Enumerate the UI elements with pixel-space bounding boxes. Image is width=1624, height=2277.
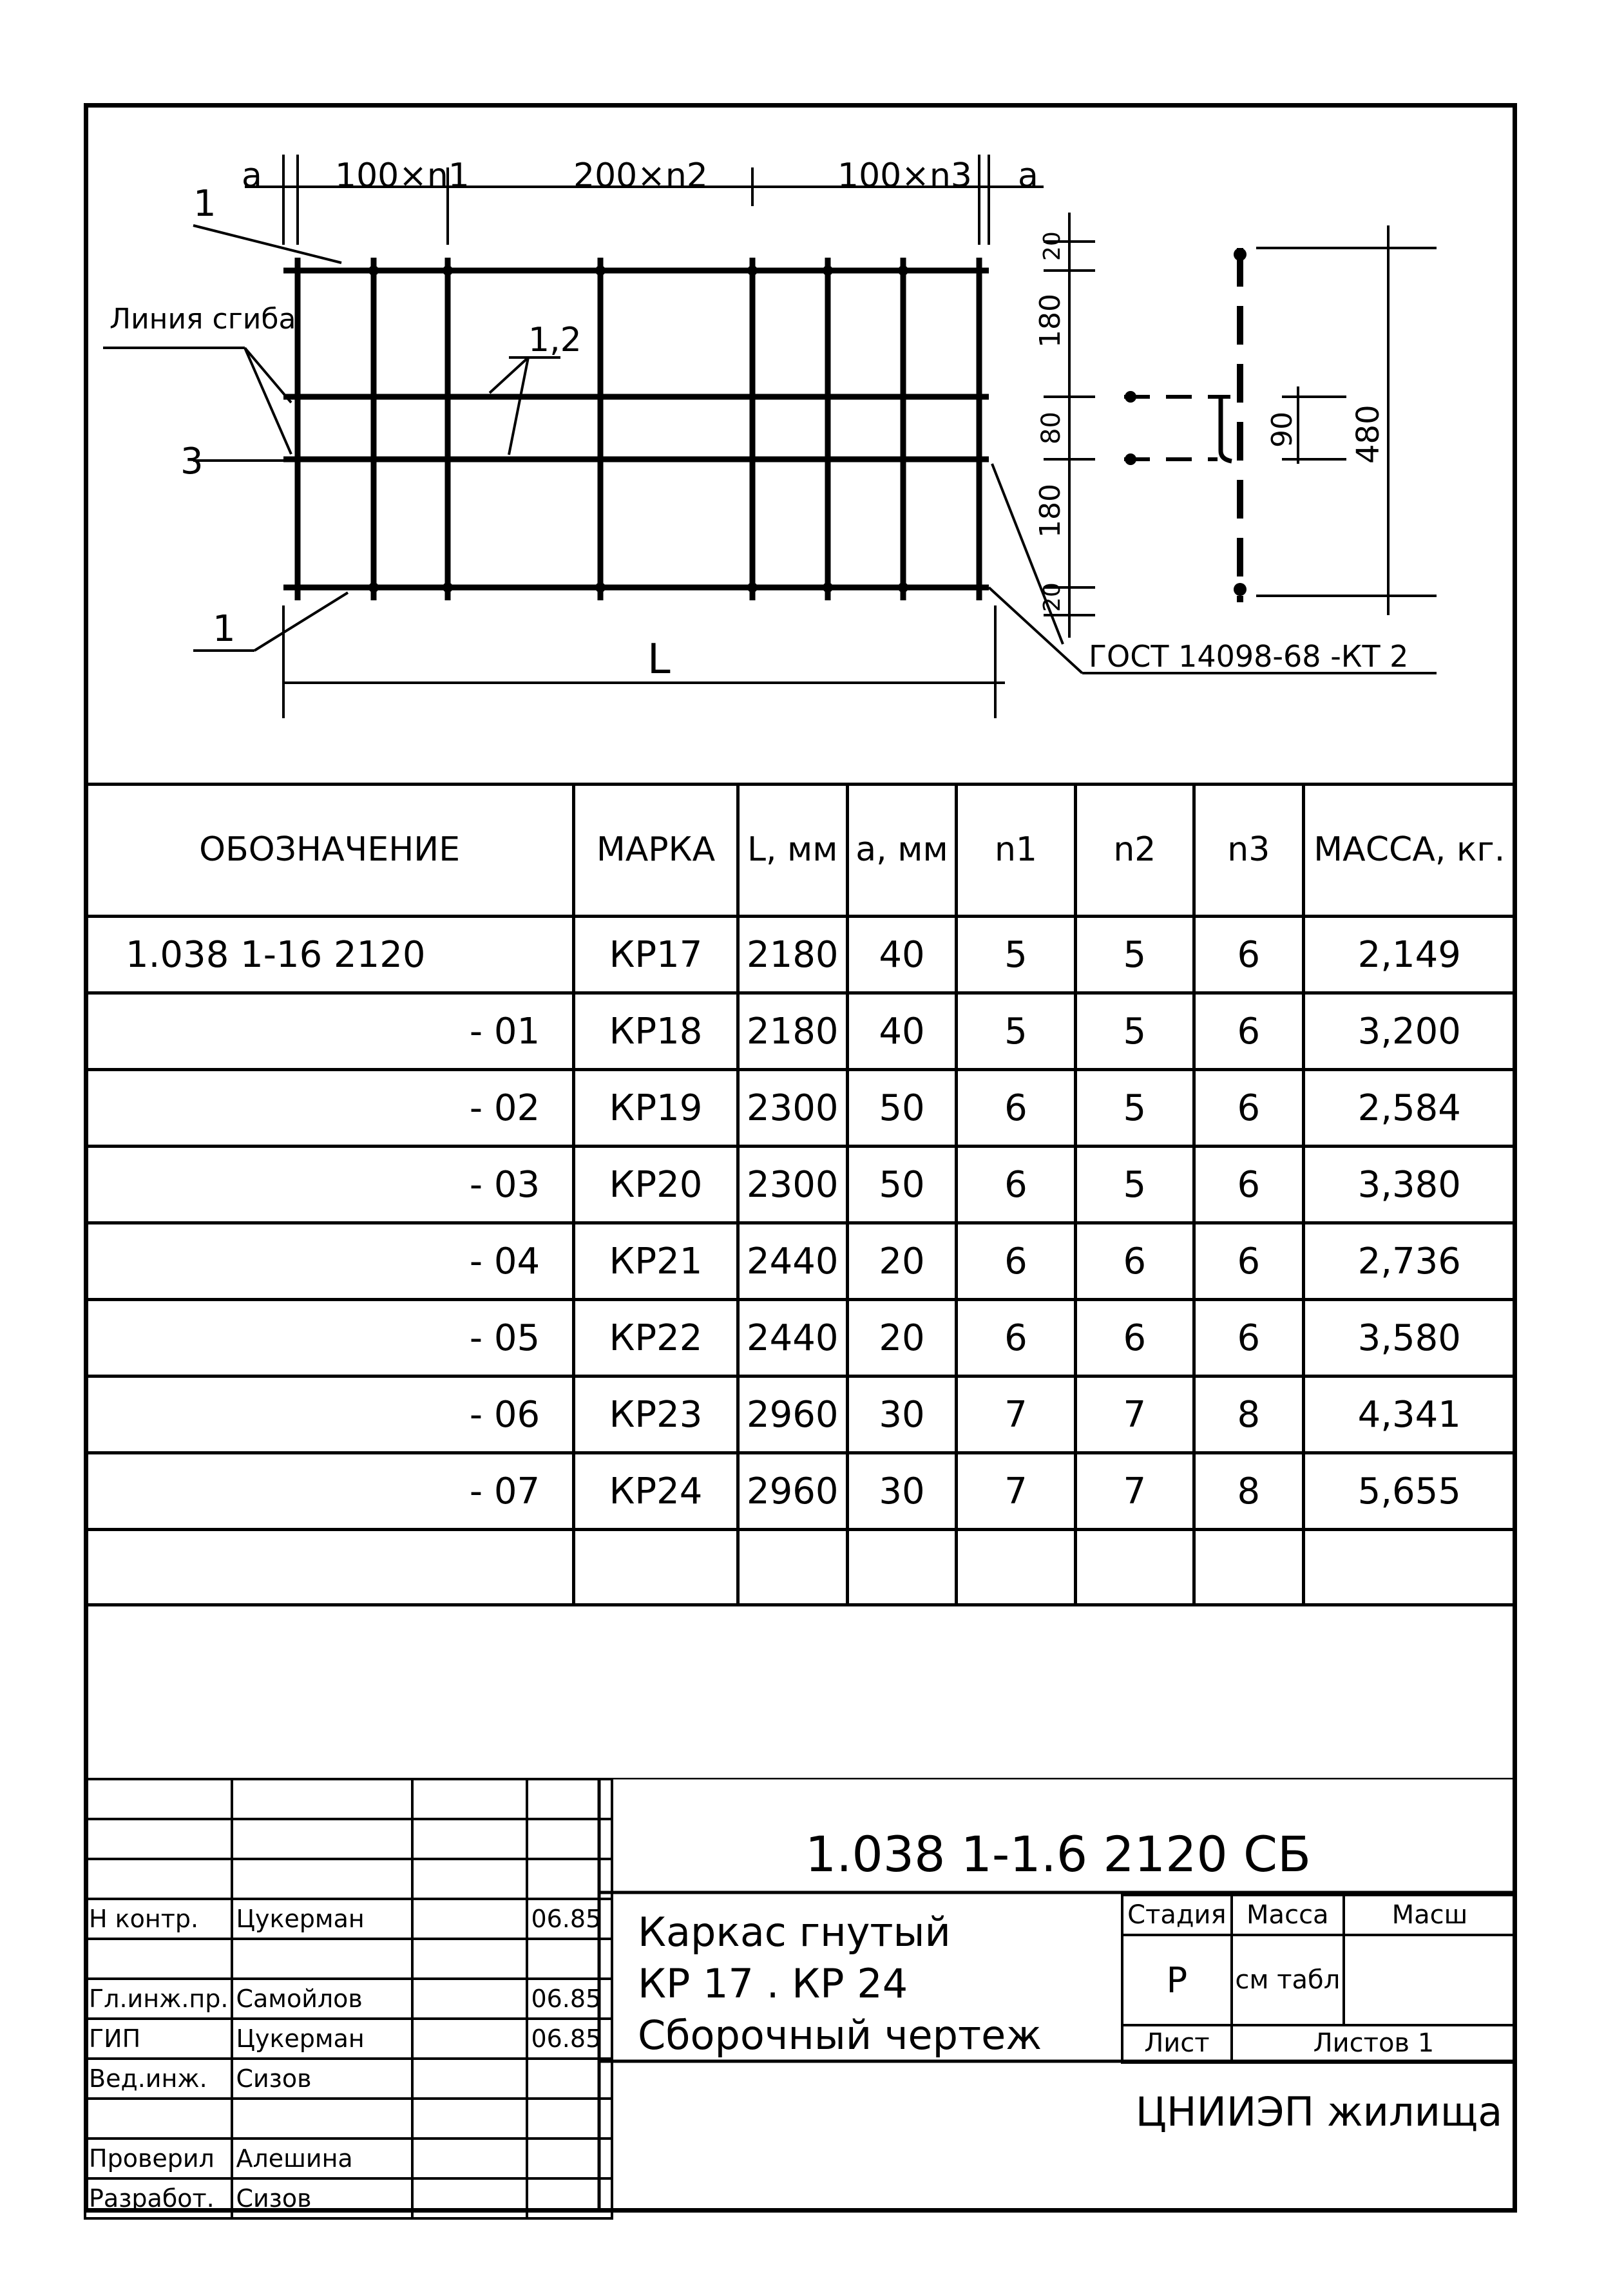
- cell-n3: 6: [1194, 993, 1303, 1070]
- signature-table: [84, 1778, 613, 2220]
- sig-name: Сизов: [232, 2059, 412, 2099]
- title-line-3: Сборочный чертеж: [638, 2012, 1042, 2059]
- table-row: [86, 1453, 1516, 1530]
- cell-mark: КР23: [574, 1377, 738, 1453]
- cell-mark: КР22: [574, 1300, 738, 1377]
- dim-480: 480: [1350, 405, 1386, 464]
- sig-date: [527, 2139, 612, 2178]
- col-mass: МАССА, кг.: [1303, 785, 1515, 917]
- cell-mark: КР20: [574, 1147, 738, 1223]
- cell-n1: 7: [957, 1377, 1075, 1453]
- sig-signature: [412, 2019, 527, 2059]
- cell-a: 40: [847, 917, 957, 993]
- cell-length: 2960: [738, 1453, 847, 1530]
- cell-n3: 6: [1194, 1300, 1303, 1377]
- signature-row: [85, 2059, 612, 2099]
- col-n3: n3: [1194, 785, 1303, 917]
- stage-value: Р: [1122, 1935, 1232, 2025]
- callout-3: 3: [180, 441, 204, 482]
- frame-drawing: [0, 0, 1624, 783]
- cell-n2: 5: [1075, 993, 1194, 1070]
- cell-n3: 6: [1194, 917, 1303, 993]
- title-line-1: Каркас гнутый: [638, 1909, 951, 1956]
- cell-n2: 5: [1075, 1070, 1194, 1147]
- cell-a: 20: [847, 1223, 957, 1300]
- col-designation: ОБОЗНАЧЕНИЕ: [86, 785, 574, 917]
- cell-n3: 8: [1194, 1377, 1303, 1453]
- cell-n2: 7: [1075, 1377, 1194, 1453]
- cell-mass: 2,736: [1303, 1223, 1515, 1300]
- sig-date: 06.85: [527, 2019, 612, 2059]
- organization-name: ЦНИИЭП жилища: [1121, 2061, 1517, 2160]
- col-n2: n2: [1075, 785, 1194, 917]
- cell-n2: 5: [1075, 1147, 1194, 1223]
- cell-a: 40: [847, 993, 957, 1070]
- signature-row: [85, 1899, 612, 1939]
- dim-180-top: 180: [1034, 294, 1067, 348]
- cell-mass: 4,341: [1303, 1377, 1515, 1453]
- cell-designation: - 05: [86, 1300, 574, 1377]
- sig-date: [527, 2059, 612, 2099]
- cell-n2: 5: [1075, 917, 1194, 993]
- cell-length: 2440: [738, 1300, 847, 1377]
- cell-n1: 5: [957, 993, 1075, 1070]
- dim-a-left: a: [242, 157, 262, 195]
- col-a: a, мм: [847, 785, 957, 917]
- title-block: [84, 1778, 1517, 2213]
- cell-designation: - 01: [86, 993, 574, 1070]
- sheet-label: Лист: [1122, 2025, 1232, 2061]
- sig-role: Разработ.: [85, 2178, 232, 2218]
- signature-row: [85, 1979, 612, 2019]
- dim-20-top: 20: [1039, 231, 1065, 261]
- sig-signature: [412, 1979, 527, 2019]
- cell-n3: 6: [1194, 1147, 1303, 1223]
- mass-label: Масса: [1232, 1895, 1344, 1935]
- sig-signature: [412, 2059, 527, 2099]
- signature-row: [85, 2019, 612, 2059]
- signature-row: [85, 2178, 612, 2218]
- table-row: [86, 917, 1516, 993]
- dim-n1: 100×n1: [335, 157, 470, 195]
- cell-n1: 6: [957, 1147, 1075, 1223]
- callout-1-top: 1: [193, 183, 216, 225]
- dim-80: 80: [1036, 412, 1066, 444]
- cell-designation: - 06: [86, 1377, 574, 1453]
- cell-a: 50: [847, 1147, 957, 1223]
- sig-date: 06.85: [527, 1899, 612, 1939]
- table-row: [86, 1147, 1516, 1223]
- title-line-2: КР 17 . КР 24: [638, 1960, 908, 2007]
- cell-length: 2440: [738, 1223, 847, 1300]
- dim-90: 90: [1266, 412, 1299, 448]
- sig-date: [527, 2178, 612, 2218]
- cell-n3: 6: [1194, 1070, 1303, 1147]
- sig-date: 06.85: [527, 1979, 612, 2019]
- cell-mark: КР19: [574, 1070, 738, 1147]
- table-row-empty: [86, 1530, 1516, 1605]
- stage-table: [1121, 1894, 1517, 2063]
- cell-n1: 6: [957, 1300, 1075, 1377]
- cell-a: 30: [847, 1377, 957, 1453]
- cell-n2: 7: [1075, 1453, 1194, 1530]
- document-title: [638, 1907, 1185, 2061]
- cell-a: 30: [847, 1453, 957, 1530]
- signature-row: [85, 2139, 612, 2178]
- dim-n2: 200×n2: [573, 157, 708, 195]
- cell-designation: 1.038 1-16 2120: [86, 917, 574, 993]
- table-row: [86, 1070, 1516, 1147]
- callout-bend-line: Линия сгиба: [110, 303, 296, 336]
- cell-mark: КР24: [574, 1453, 738, 1530]
- cell-n2: 6: [1075, 1300, 1194, 1377]
- dim-n3: 100×n3: [837, 157, 972, 195]
- sig-name: Цукерман: [232, 1899, 412, 1939]
- cell-length: 2180: [738, 917, 847, 993]
- cell-mass: 5,655: [1303, 1453, 1515, 1530]
- mass-value: см табл: [1232, 1935, 1344, 2025]
- scale-label: Масш: [1344, 1895, 1516, 1935]
- cell-designation: - 02: [86, 1070, 574, 1147]
- stage-label: Стадия: [1122, 1895, 1232, 1935]
- cell-n3: 6: [1194, 1223, 1303, 1300]
- callout-1-2: 1,2: [528, 321, 582, 359]
- gost-reference: ГОСТ 14098-68 -КТ 2: [1089, 639, 1409, 674]
- col-n1: n1: [957, 785, 1075, 917]
- sig-signature: [412, 2178, 527, 2218]
- table-row: [86, 1223, 1516, 1300]
- sig-name: Сизов: [232, 2178, 412, 2218]
- sig-role: Вед.инж.: [85, 2059, 232, 2099]
- sig-name: Алешина: [232, 2139, 412, 2178]
- cell-n1: 5: [957, 917, 1075, 993]
- cell-mass: 3,580: [1303, 1300, 1515, 1377]
- sig-role: Н контр.: [85, 1899, 232, 1939]
- sig-signature: [412, 2139, 527, 2178]
- dim-length: L: [647, 636, 671, 683]
- cell-length: 2300: [738, 1147, 847, 1223]
- table-row: [86, 993, 1516, 1070]
- cell-length: 2180: [738, 993, 847, 1070]
- sig-role: Проверил: [85, 2139, 232, 2178]
- dim-20-bottom: 20: [1039, 582, 1065, 612]
- transverse-bars: [298, 258, 979, 600]
- table-header-row: [86, 785, 1516, 917]
- cell-n1: 6: [957, 1223, 1075, 1300]
- cell-n2: 6: [1075, 1223, 1194, 1300]
- sig-role: ГИП: [85, 2019, 232, 2059]
- col-mark: МАРКА: [574, 785, 738, 917]
- table-row: [86, 1377, 1516, 1453]
- cell-a: 20: [847, 1300, 957, 1377]
- cell-length: 2300: [738, 1070, 847, 1147]
- document-code: 1.038 1-1.6 2120 СБ: [805, 1825, 1312, 1883]
- cell-mass: 3,380: [1303, 1147, 1515, 1223]
- col-length: L, мм: [738, 785, 847, 917]
- sig-role: Гл.инж.пр.: [85, 1979, 232, 2019]
- dim-a-right: a: [1018, 157, 1038, 195]
- cell-n1: 7: [957, 1453, 1075, 1530]
- sig-name: Цукерман: [232, 2019, 412, 2059]
- cell-mass: 2,149: [1303, 917, 1515, 993]
- sheets-label: Листов 1: [1232, 2025, 1516, 2061]
- cell-length: 2960: [738, 1377, 847, 1453]
- cell-mass: 3,200: [1303, 993, 1515, 1070]
- cell-n3: 8: [1194, 1453, 1303, 1530]
- callout-1-bottom: 1: [213, 608, 236, 650]
- cell-mark: КР17: [574, 917, 738, 993]
- cell-n1: 6: [957, 1070, 1075, 1147]
- sig-name: Самойлов: [232, 1979, 412, 2019]
- cell-designation: - 04: [86, 1223, 574, 1300]
- cell-designation: - 03: [86, 1147, 574, 1223]
- cell-mark: КР21: [574, 1223, 738, 1300]
- specification-table: [84, 783, 1517, 1606]
- table-row: [86, 1300, 1516, 1377]
- weld-points: [368, 248, 1247, 596]
- sig-signature: [412, 1899, 527, 1939]
- cell-mark: КР18: [574, 993, 738, 1070]
- cell-mass: 2,584: [1303, 1070, 1515, 1147]
- cell-designation: - 07: [86, 1453, 574, 1530]
- dim-180-bottom: 180: [1034, 484, 1067, 538]
- cell-a: 50: [847, 1070, 957, 1147]
